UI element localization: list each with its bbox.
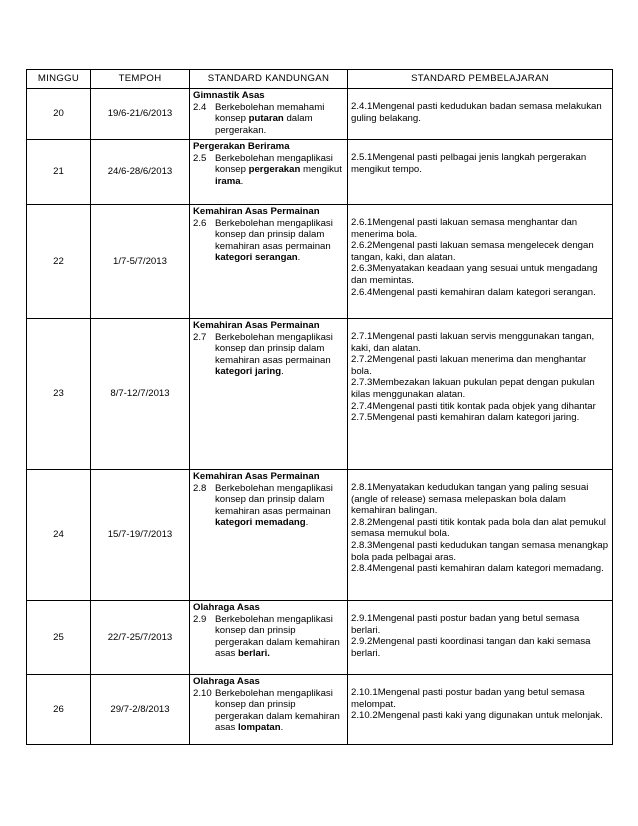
sk-item [193, 218, 344, 264]
sk-code: 2.10 [193, 687, 212, 699]
table-row [27, 205, 613, 319]
sp-code: 2.10.1 [351, 687, 378, 698]
sk-text [215, 688, 344, 734]
sk-item [193, 102, 344, 137]
sk-code: 2.4 [193, 101, 207, 113]
sk-title: Kemahiran Asas Permainan [193, 320, 320, 331]
cell-minggu: 23 [27, 319, 91, 470]
sp-code: 2.7.5 [351, 412, 373, 424]
sp-text: Mengenal pasti postur badan yang betul semasa berlari. [351, 613, 580, 636]
table-row [27, 675, 613, 745]
sp-code: 2.9.2 [351, 636, 373, 648]
sp-text: Mengenal pasti postur badan yang betul semasa melompat. [351, 687, 585, 710]
sp-text: Mengenal pasti titik kontak pada bola dan alat pemukul semasa memukul bola. [351, 516, 606, 540]
sp-item [351, 517, 609, 540]
sp-code: 2.6.2 [351, 240, 373, 252]
table-row [27, 601, 613, 675]
sk-text-part: Berkebolehan mengaplikasi konsep [215, 152, 333, 176]
sp-code: 2.6.4 [351, 286, 373, 298]
cell-tempoh: 1/7-5/7/2013 [91, 205, 190, 319]
sk-code: 2.6 [193, 217, 207, 229]
header-standard-kandungan: STANDARD KANDUNGAN [190, 70, 348, 89]
sp-item [351, 687, 609, 710]
sp-item [351, 482, 609, 517]
sp-text: Mengenal pasti lakuan semasa mengelecek dengan tangan, kaki, dan alatan. [351, 240, 594, 263]
sp-text: Menyatakan keadaan yang sesuai untuk mengadang dan memintas. [351, 263, 598, 286]
sk-text [215, 614, 344, 660]
sk-text-part: Berkebolehan mengaplikasi konsep dan prinsip dalam kemahiran asas permainan [215, 482, 333, 517]
sk-text [215, 332, 344, 378]
sp-text: Mengenal pasti koordinasi tangan dan kaki semasa berlari. [351, 636, 591, 659]
sp-item [351, 217, 609, 240]
cell-tempoh: 8/7-12/7/2013 [91, 319, 190, 470]
sk-title: Kemahiran Asas Permainan [193, 206, 320, 217]
sp-code: 2.8.3 [351, 539, 373, 551]
cell-tempoh: 22/7-25/7/2013 [91, 601, 190, 675]
sp-item [351, 331, 609, 354]
sp-item [351, 401, 609, 413]
sk-code: 2.5 [193, 152, 207, 164]
sk-title: Pergerakan Berirama [193, 141, 290, 152]
sp-item [351, 101, 609, 124]
sp-code: 2.6.3 [351, 263, 373, 275]
sk-text-part: mengikut [300, 164, 342, 176]
sk-item [193, 332, 344, 378]
sk-text-part: Berkebolehan mengaplikasi konsep dan prinsip pergerakan dalam kemahiran asas [215, 613, 340, 660]
cell-standard-kandungan [190, 140, 348, 205]
cell-standard-kandungan [190, 319, 348, 470]
sk-text [215, 218, 344, 264]
cell-standard-pembelajaran [348, 675, 613, 745]
sp-item [351, 263, 609, 286]
sk-text-part: Berkebolehan mengaplikasi konsep dan prinsip dalam kemahiran asas permainan [215, 217, 333, 252]
header-standard-pembelajaran: STANDARD PEMBELAJARAN [348, 70, 613, 89]
sk-text-bold: kategori serangan [215, 252, 298, 264]
cell-standard-pembelajaran [348, 205, 613, 319]
sp-item [351, 540, 609, 563]
sp-code: 2.6.1 [351, 217, 373, 228]
sp-code: 2.5.1 [351, 152, 373, 163]
sk-text-part: Berkebolehan memahami konsep [215, 101, 325, 125]
cell-standard-pembelajaran [348, 601, 613, 675]
cell-minggu: 26 [27, 675, 91, 745]
sp-item [351, 613, 609, 636]
cell-standard-kandungan [190, 205, 348, 319]
cell-tempoh: 19/6-21/6/2013 [91, 89, 190, 140]
sk-text-part: . [240, 175, 244, 187]
cell-standard-pembelajaran [348, 470, 613, 601]
sk-text-part: . [297, 252, 301, 264]
sk-text-part: . [281, 366, 284, 378]
sk-text-part: Berkebolehan mengaplikasi konsep dan prinsip pergerakan dalam kemahiran asas [215, 687, 340, 734]
cell-standard-kandungan [190, 89, 348, 140]
sk-text-part: . [305, 517, 309, 529]
sp-code: 2.7.3 [351, 377, 373, 389]
sp-text: Mengenal pasti lakuan semasa menghantar dan menerima bola. [351, 217, 578, 240]
table-row [27, 319, 613, 470]
sk-item [193, 483, 344, 529]
sk-text [215, 483, 344, 529]
sk-text-bold: pergerakan [248, 164, 301, 176]
cell-minggu: 22 [27, 205, 91, 319]
sk-item [193, 614, 344, 660]
cell-standard-pembelajaran [348, 89, 613, 140]
sp-item [351, 240, 609, 263]
sp-code: 2.10.2 [351, 710, 378, 722]
sp-item [351, 636, 609, 659]
cell-standard-pembelajaran [348, 140, 613, 205]
sp-text: Mengenal pasti kemahiran dalam kategori jaring. [372, 412, 580, 424]
sp-item [351, 152, 609, 175]
sp-code: 2.7.1 [351, 331, 373, 342]
sk-text [215, 153, 344, 188]
sk-item [193, 153, 344, 188]
cell-standard-kandungan [190, 470, 348, 601]
cell-standard-kandungan [190, 675, 348, 745]
sk-item [193, 688, 344, 734]
sk-text-part: dalam pergerakan. [215, 113, 313, 136]
cell-minggu: 24 [27, 470, 91, 601]
sp-item [351, 710, 609, 722]
sk-text-part: . [280, 722, 284, 734]
cell-standard-kandungan [190, 601, 348, 675]
sp-text: Mengenal pasti titik kontak pada objek yang dihantar [372, 400, 596, 412]
sp-text: Mengenal pasti kedudukan tangan semasa menangkap bola pada pelbagai aras. [351, 539, 609, 563]
header-row [27, 70, 613, 89]
sp-item [351, 563, 609, 575]
sk-code: 2.8 [193, 482, 207, 494]
sp-code: 2.9.1 [351, 613, 373, 624]
table-row [27, 140, 613, 205]
sk-text-bold: lompatan [237, 722, 281, 734]
cell-minggu: 20 [27, 89, 91, 140]
sp-text: Mengenal pasti kedudukan badan semasa melakukan guling belakang. [351, 101, 602, 124]
cell-tempoh: 15/7-19/7/2013 [91, 470, 190, 601]
sp-code: 2.7.4 [351, 400, 373, 412]
table-row [27, 470, 613, 601]
cell-tempoh: 29/7-2/8/2013 [91, 675, 190, 745]
sk-title: Olahraga Asas [193, 676, 260, 687]
table-row [27, 89, 613, 140]
sp-item [351, 377, 609, 400]
sk-title: Olahraga Asas [193, 602, 260, 613]
sp-text: Mengenal pasti lakuan menerima dan menghantar bola. [351, 354, 587, 377]
cell-standard-pembelajaran [348, 319, 613, 470]
sk-text-part: Berkebolehan mengaplikasi konsep dan prinsip dalam kemahiran asas permainan [215, 331, 333, 366]
sp-text: Mengenal pasti kemahiran dalam kategori memadang. [372, 563, 604, 575]
cell-minggu: 21 [27, 140, 91, 205]
sp-code: 2.7.2 [351, 354, 373, 366]
sk-text-bold: irama [215, 175, 241, 187]
sk-title: Kemahiran Asas Permainan [193, 471, 320, 482]
header-tempoh: TEMPOH [91, 70, 190, 89]
cell-minggu: 25 [27, 601, 91, 675]
sp-text: Mengenal pasti kemahiran dalam kategori serangan. [372, 286, 596, 298]
sk-text-bold: putaran [248, 113, 284, 125]
table-body [27, 89, 613, 745]
sp-code: 2.8.1 [351, 482, 373, 493]
sk-text [215, 102, 344, 137]
sp-text: Menyatakan kedudukan tangan yang paling sesuai (angle of release) semasa melepaskan bola dalam kemahiran balingan. [351, 482, 589, 517]
sp-item [351, 287, 609, 299]
sp-text: Mengenal pasti lakuan servis menggunakan tangan, kaki, dan alatan. [351, 331, 595, 354]
rpt-table [26, 69, 613, 745]
cell-tempoh: 24/6-28/6/2013 [91, 140, 190, 205]
sk-text-bold: berlari. [237, 648, 270, 660]
header-minggu: MINGGU [27, 70, 91, 89]
sk-code: 2.9 [193, 613, 207, 625]
sp-code: 2.4.1 [351, 101, 373, 112]
sp-text: Mengenal pasti kaki yang digunakan untuk melonjak. [377, 710, 603, 722]
sk-title: Gimnastik Asas [193, 90, 265, 101]
sp-code: 2.8.2 [351, 516, 373, 528]
sp-code: 2.8.4 [351, 563, 373, 575]
sp-item [351, 412, 609, 424]
sp-text: Mengenal pasti pelbagai jenis langkah pergerakan mengikut tempo. [351, 152, 587, 175]
sk-text-bold: kategori memadang [215, 517, 306, 529]
sk-text-bold: kategori jaring [215, 366, 282, 378]
sk-code: 2.7 [193, 331, 207, 343]
sp-text: Membezakan lakuan pukulan pepat dengan pukulan kilas menggunakan alatan. [351, 377, 595, 400]
sp-item [351, 354, 609, 377]
